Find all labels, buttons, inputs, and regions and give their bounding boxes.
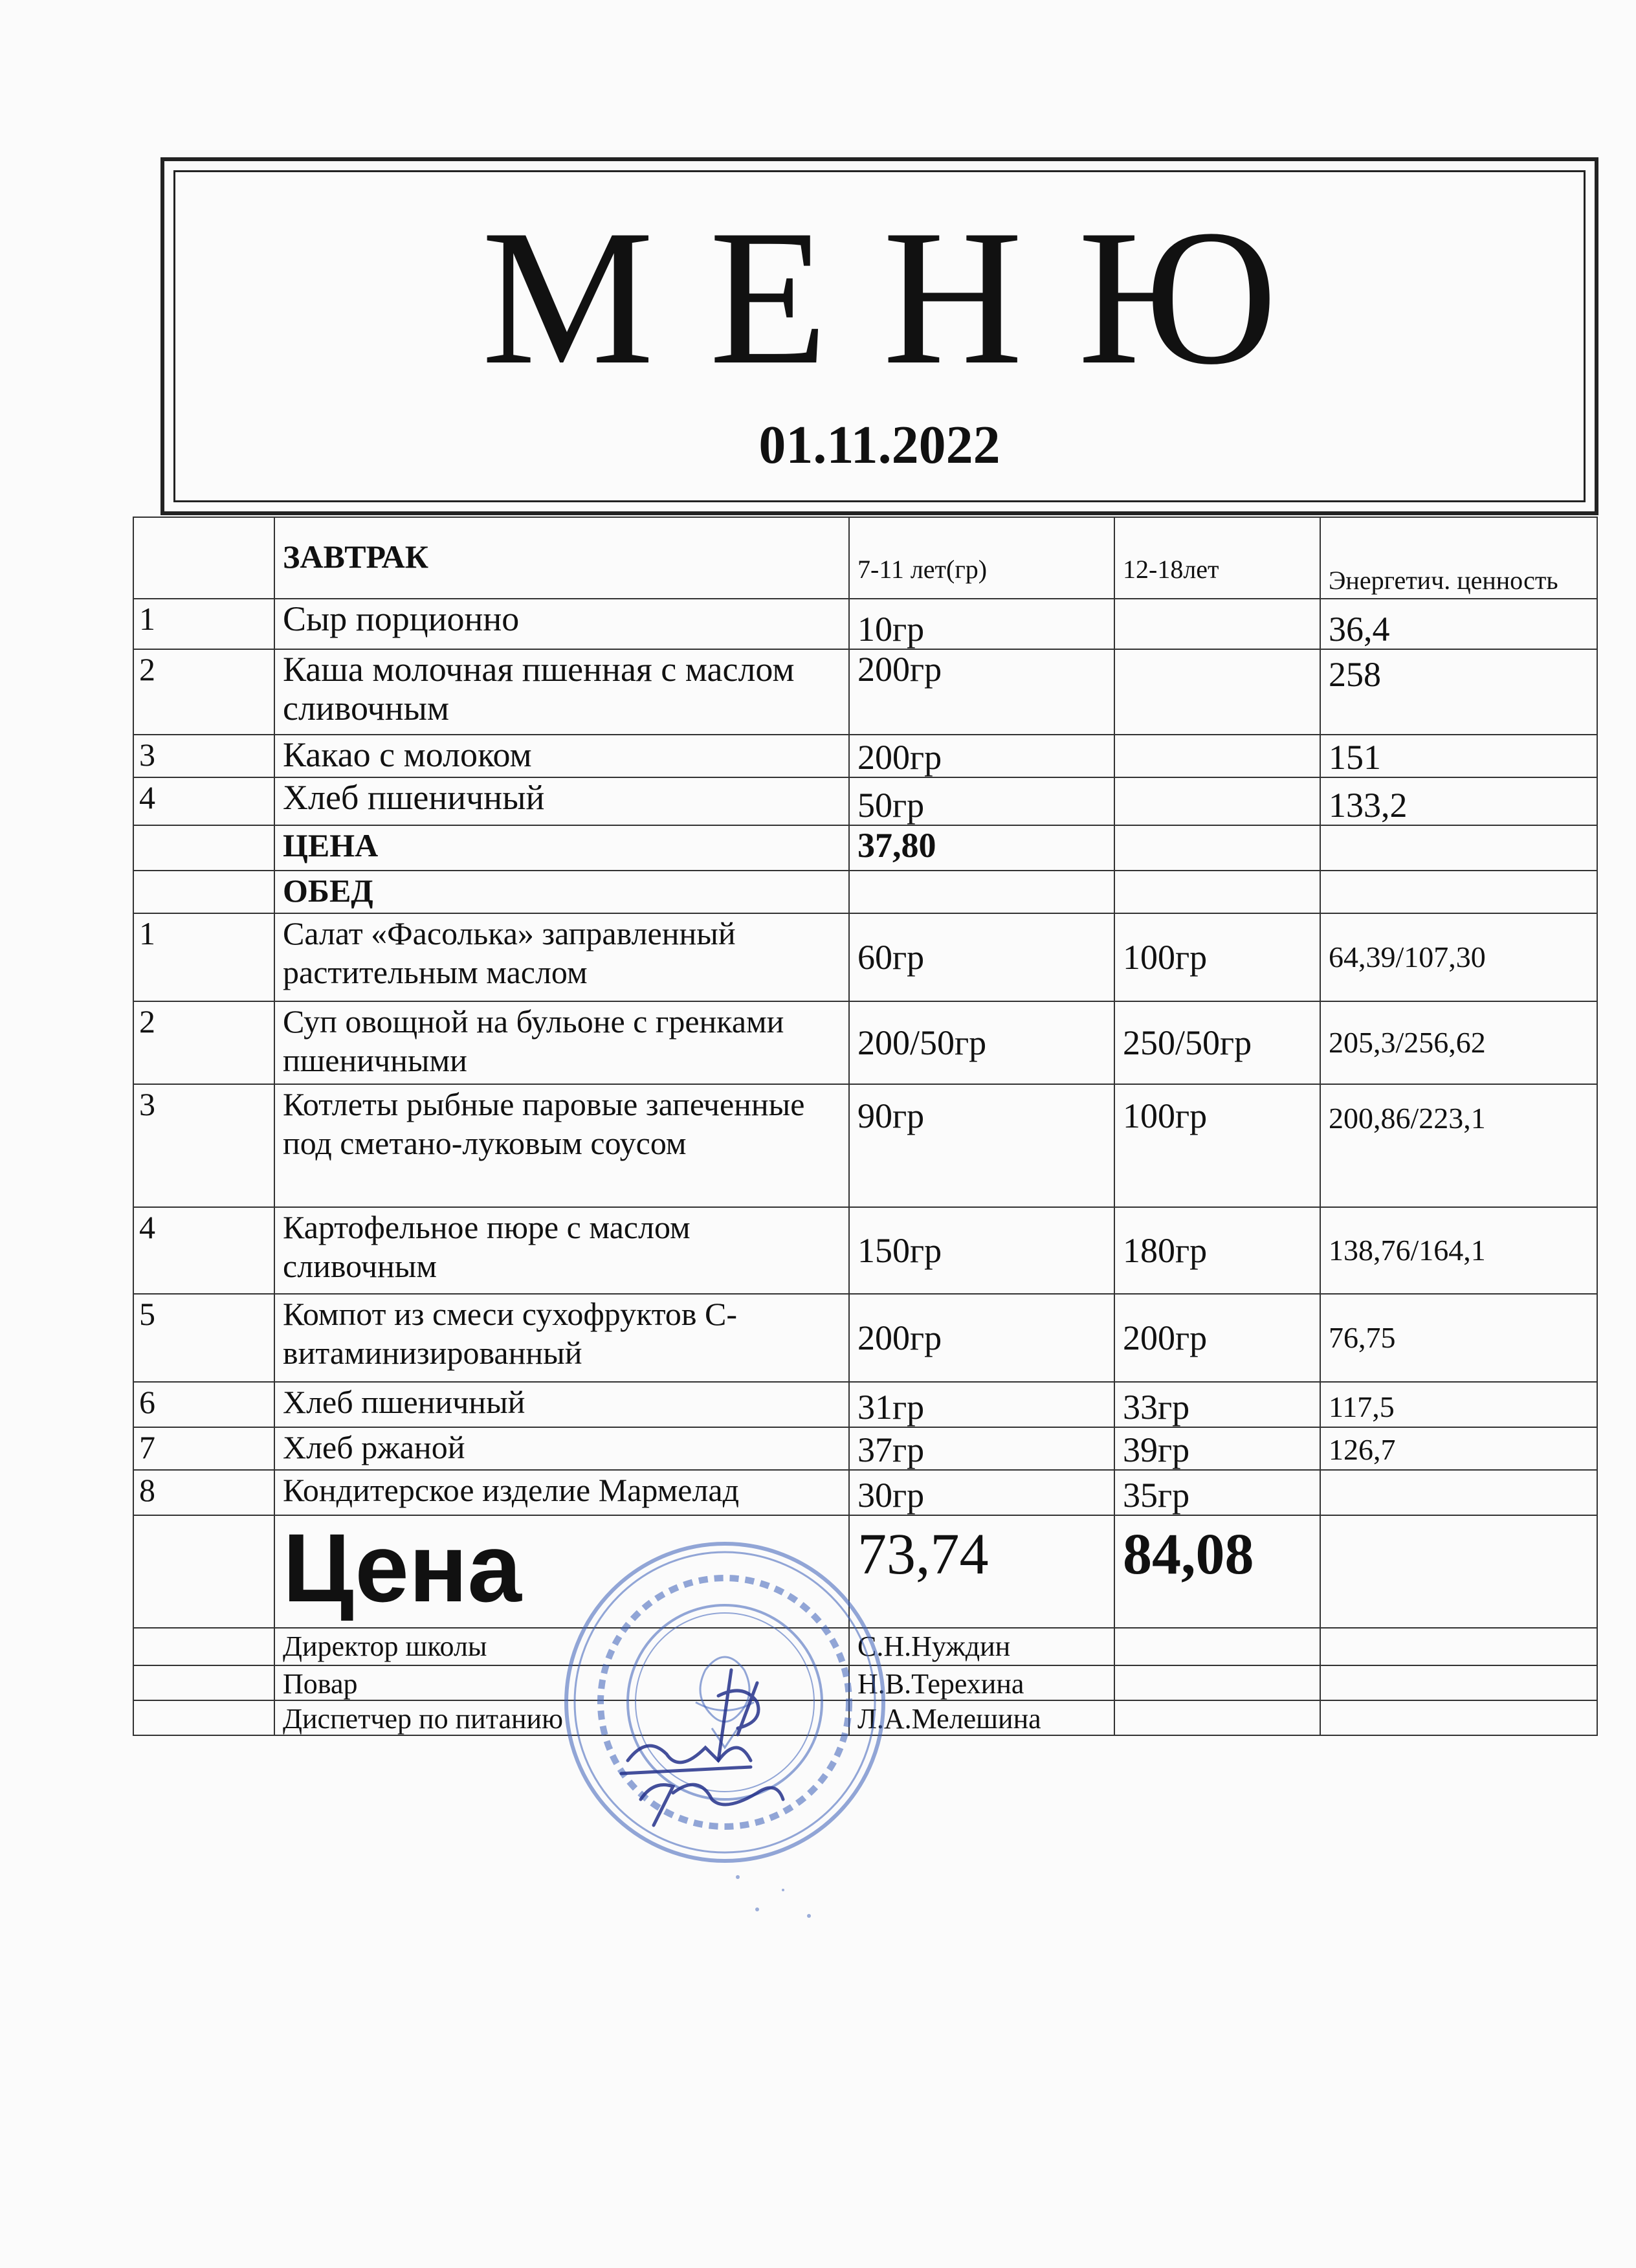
menu-title: М Е Н Ю (481, 190, 1277, 405)
lunch-price-7-11: 73,74 (849, 1515, 1114, 1628)
portion-7-11: 37гр (849, 1427, 1114, 1470)
portion-12-18: 35гр (1114, 1470, 1320, 1515)
portion-7-11: 50гр (849, 777, 1114, 825)
portion-12-18: 100гр (1114, 913, 1320, 1001)
portion-7-11: 31гр (849, 1382, 1114, 1427)
energy-value: 200,86/223,1 (1320, 1084, 1597, 1207)
empty-cell (1114, 1665, 1320, 1700)
portion-12-18: 250/50гр (1114, 1001, 1320, 1084)
number-cell (133, 1700, 274, 1735)
energy-value: 76,75 (1320, 1294, 1597, 1382)
energy-value: 205,3/256,62 (1320, 1001, 1597, 1084)
portion-12-18 (1114, 599, 1320, 649)
table-row (133, 1427, 1597, 1470)
dish-name: Кондитерское изделие Мармелад (274, 1470, 849, 1515)
breakfast-price: 37,80 (849, 825, 1114, 871)
row-number: 2 (133, 1001, 274, 1084)
dish-name: Хлеб пшеничный (274, 777, 849, 825)
energy-value: 64,39/107,30 (1320, 913, 1597, 1001)
portion-12-18 (1114, 649, 1320, 735)
col-age-7-11: 7-11 лет(гр) (849, 517, 1114, 599)
table-row (133, 1207, 1597, 1294)
energy-value: 133,2 (1320, 777, 1597, 825)
number-cell (133, 1665, 274, 1700)
row-number: 6 (133, 1382, 274, 1427)
signature-row (133, 1700, 1597, 1735)
empty-cell (1114, 825, 1320, 871)
menu-date: 01.11.2022 (758, 415, 1000, 475)
portion-7-11: 60гр (849, 913, 1114, 1001)
row-number: 1 (133, 599, 274, 649)
number-cell (133, 871, 274, 913)
energy-value: 138,76/164,1 (1320, 1207, 1597, 1294)
energy-value: 117,5 (1320, 1382, 1597, 1427)
signature-row (133, 1665, 1597, 1700)
portion-12-18 (1114, 735, 1320, 777)
row-number: 8 (133, 1470, 274, 1515)
table-row (133, 777, 1597, 825)
table-row (133, 1470, 1597, 1515)
portion-12-18: 180гр (1114, 1207, 1320, 1294)
dish-name: Суп овощной на бульоне с гренками пшеничными (274, 1001, 849, 1084)
empty-cell (1320, 1665, 1597, 1700)
empty-cell (1320, 1515, 1597, 1628)
signature-role: Диспетчер по питанию (274, 1700, 849, 1735)
signature-row (133, 1628, 1597, 1665)
ink-specks-icon (712, 1851, 841, 1929)
portion-7-11: 30гр (849, 1470, 1114, 1515)
empty-cell (1320, 1628, 1597, 1665)
portion-12-18: 39гр (1114, 1427, 1320, 1470)
dish-name: Компот из смеси сухофруктов С-витаминизированный (274, 1294, 849, 1382)
row-number: 7 (133, 1427, 274, 1470)
dish-name: Хлеб ржаной (274, 1427, 849, 1470)
table-row (133, 599, 1597, 649)
empty-cell (849, 871, 1114, 913)
empty-cell (1320, 871, 1597, 913)
row-number: 4 (133, 1207, 274, 1294)
dish-name: Сыр порционно (274, 599, 849, 649)
portion-7-11: 10гр (849, 599, 1114, 649)
empty-cell (1320, 1700, 1597, 1735)
portion-12-18 (1114, 777, 1320, 825)
table-row (133, 1001, 1597, 1084)
empty-cell (1114, 1628, 1320, 1665)
table-row (133, 649, 1597, 735)
table-row (133, 1084, 1597, 1207)
row-number: 1 (133, 913, 274, 1001)
portion-12-18: 33гр (1114, 1382, 1320, 1427)
lunch-header-row (133, 871, 1597, 913)
breakfast-price-row (133, 825, 1597, 871)
menu-table (133, 517, 1598, 1736)
row-number: 3 (133, 735, 274, 777)
energy-value: 36,4 (1320, 599, 1597, 649)
lunch-price-12-18: 84,08 (1114, 1515, 1320, 1628)
breakfast-header: ЗАВТРАК (274, 517, 849, 599)
col-age-12-18: 12-18лет (1114, 517, 1320, 599)
table-row (133, 913, 1597, 1001)
row-number: 3 (133, 1084, 274, 1207)
portion-12-18: 200гр (1114, 1294, 1320, 1382)
number-cell (133, 517, 274, 599)
lunch-header: ОБЕД (274, 871, 849, 913)
empty-cell (1114, 871, 1320, 913)
dish-name: Хлеб пшеничный (274, 1382, 849, 1427)
col-energy: Энергетич. ценность (1320, 517, 1597, 599)
table-row (133, 1294, 1597, 1382)
dish-name: Картофельное пюре с маслом сливочным (274, 1207, 849, 1294)
lunch-price-row (133, 1515, 1597, 1628)
signature-role: Директор школы (274, 1628, 849, 1665)
portion-7-11: 200гр (849, 649, 1114, 735)
breakfast-header-row (133, 517, 1597, 599)
row-number: 2 (133, 649, 274, 735)
row-number: 4 (133, 777, 274, 825)
number-cell (133, 1515, 274, 1628)
portion-12-18: 100гр (1114, 1084, 1320, 1207)
table-row (133, 735, 1597, 777)
portion-7-11: 150гр (849, 1207, 1114, 1294)
row-number: 5 (133, 1294, 274, 1382)
signature-name: С.Н.Нуждин (849, 1628, 1114, 1665)
table-row (133, 1382, 1597, 1427)
portion-7-11: 200гр (849, 735, 1114, 777)
title-box (160, 157, 1598, 515)
signature-name: Л.А.Мелешина (849, 1700, 1114, 1735)
portion-7-11: 200гр (849, 1294, 1114, 1382)
signature-name: Н.В.Терехина (849, 1665, 1114, 1700)
portion-7-11: 200/50гр (849, 1001, 1114, 1084)
dish-name: Салат «Фасолька» заправленный растительным маслом (274, 913, 849, 1001)
number-cell (133, 1628, 274, 1665)
dish-name: Котлеты рыбные паровые запеченные под сметано-луковым соусом (274, 1084, 849, 1207)
empty-cell (1114, 1700, 1320, 1735)
energy-value (1320, 1470, 1597, 1515)
dish-name: Каша молочная пшенная с маслом сливочным (274, 649, 849, 735)
energy-value: 126,7 (1320, 1427, 1597, 1470)
dish-name: Какао с молоком (274, 735, 849, 777)
breakfast-price-label: ЦЕНА (274, 825, 849, 871)
energy-value: 258 (1320, 649, 1597, 735)
portion-7-11: 90гр (849, 1084, 1114, 1207)
signature-role: Повар (274, 1665, 849, 1700)
energy-value: 151 (1320, 735, 1597, 777)
number-cell (133, 825, 274, 871)
lunch-price-label: Цена (283, 1515, 522, 1622)
lunch-price-label-cell (274, 1515, 849, 1628)
empty-cell (1320, 825, 1597, 871)
